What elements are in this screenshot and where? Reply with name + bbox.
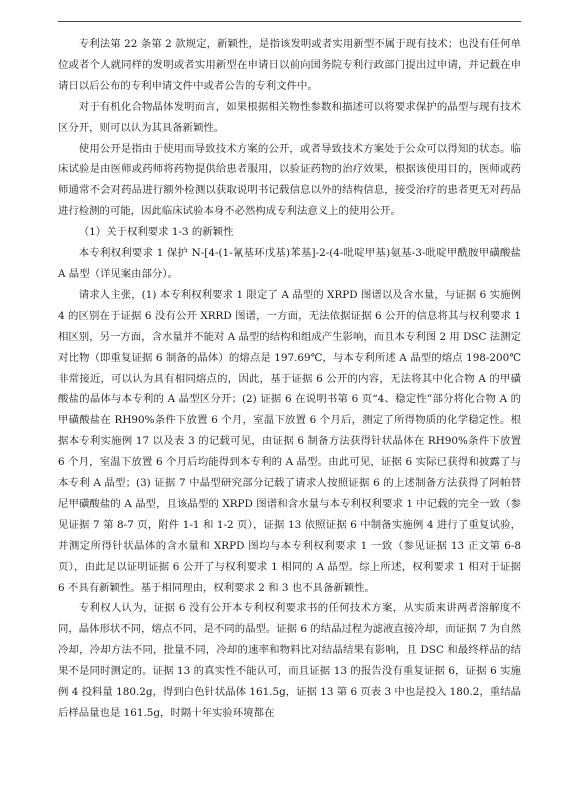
- paragraph-novelty-definition: 专利法第 22 条第 2 款规定，新颖性，是指该发明或者实用新型不属于现有技术；也没有任何单位或者个人就同样的发明或者实用新型在申请日以前向国务院专利行政部门提出过申请，并记载在申请日以后公布的专利申请文件中或者公告的专利文件中。: [58, 38, 521, 92]
- paragraph-claim-1: 本专利权利要求 1 保护 N-[4-(1-氰基环戊基)苯基]-2-(4-吡啶甲基)氨基-3-吡啶甲酰胺甲磺酸盐 A 晶型（详见案由部分）。: [58, 247, 521, 280]
- header-rule: [58, 21, 521, 22]
- paragraph-patentee-argument: 专利权人认为，证据 6 没有公开本专利权利要求书的任何技术方案，从实质来讲两者溶解度不同，晶体形状不同，熔点不同，是不同的晶型。证据 6 的结晶过程为滤液直接冷却，而证据 7 为自然冷却，冷却方法不同，批量不同，冷却的速率和物料比对结晶结果有影响，且 DSC 和最终样品的结果不是同时测定的。证据 13 的真实性不能认可，而且证据 13 的报告没有重复证据 6，证据 6 实施例 4 投料量 180.2g，得到白色针状晶体 161.5g，证据 13 第 6 页表 3 中也是投入 180.2，重结晶后样品量也是 161.5g，时隔十年实验环境都在: [58, 602, 521, 719]
- paragraph-requester-argument: 请求人主张，(1) 本专利权利要求 1 限定了 A 晶型的 XRPD 图谱以及含水量，与证据 6 实施例 4 的区别在于证据 6 没有公开 XRRD 图谱，一方面，无法依据证据 6 公开的信息将其与权利要求 1 相区别，另一方面，含水量并不能对 A 晶型的结构和组成产生影响，而且本专利图 2 用 DSC 法测定对比物（即重复证据 6 制备的晶体）的熔点是 197.69℃，与本专利所述 A 晶型的熔点 198-200℃非常接近，可以认为具有相同熔点的，因此，基于证据 6 公开的内容，无法将其中化合物 A 的甲磺酸盐的晶体与本专利的 A 晶型区分开；(2) 证据 6 在说明书第 6 页“4、稳定性”部分将化合物 A 的甲磺酸盐在 RH90%条件下放置 6 个月，室温下放置 6 个月后，测定了所得物质的化学稳定性。根据本专利实施例 17 以及表 3 的记载可见，由证据 6 制备方法获得针状晶体在 RH90%条件下放置 6 个月，室温下放置 6 个月后均能得到本专利的 A 晶型。由此可见，证据 6 实际已获得和披露了与本专利 A 晶型；(3) 证据 7 中晶型研究部分记载了请求人按照证据 6 的上述制备方法获得了阿帕替尼甲磺酸盐的 A 晶型，且该晶型的 XRPD 图谱和含水量与本专利权利要求 1 中记载的完全一致（参见证据 7 第 8-7 页，附件 1-1 和 1-2 页），证据 13 依照证据 6 中制备实施例 4 进行了重复试验，并测定所得针状晶体的含水量和 XRPD 图均与本专利权利要求 1 一致（参见证据 13 正文第 6-8 页），由此足以证明证据 6 公开了与权利要求 1 相同的 A 晶型。综上所述，权利要求 1 相对于证据 6 不具有新颖性。基于相同理由，权利要求 2 和 3 也不具备新颖性。: [58, 288, 521, 594]
- paragraph-use-disclosure: 使用公开是指由于使用而导致技术方案的公开，或者导致技术方案处于公众可以得知的状态。临床试验是由医师或药师将药物提供给患者服用，以验证药物的治疗效果，根据该使用目的，医师或药师通常不会对药品进行额外检测以获取说明书记载信息以外的结构信息，接受治疗的患者更无对药品进行检测的可能，因此临床试验本身不必然构成专利法意义上的使用公开。: [58, 142, 521, 218]
- section-heading: （1）关于权利要求 1-3 的新颖性: [78, 226, 234, 239]
- document-body: [58, 34, 521, 724]
- paragraph-crystal-novelty: 对于有机化合物晶体发明而言，如果根据相关物性参数和描述可以将要求保护的晶型与现有技术区分开，则可以认为其具备新颖性。: [58, 100, 521, 134]
